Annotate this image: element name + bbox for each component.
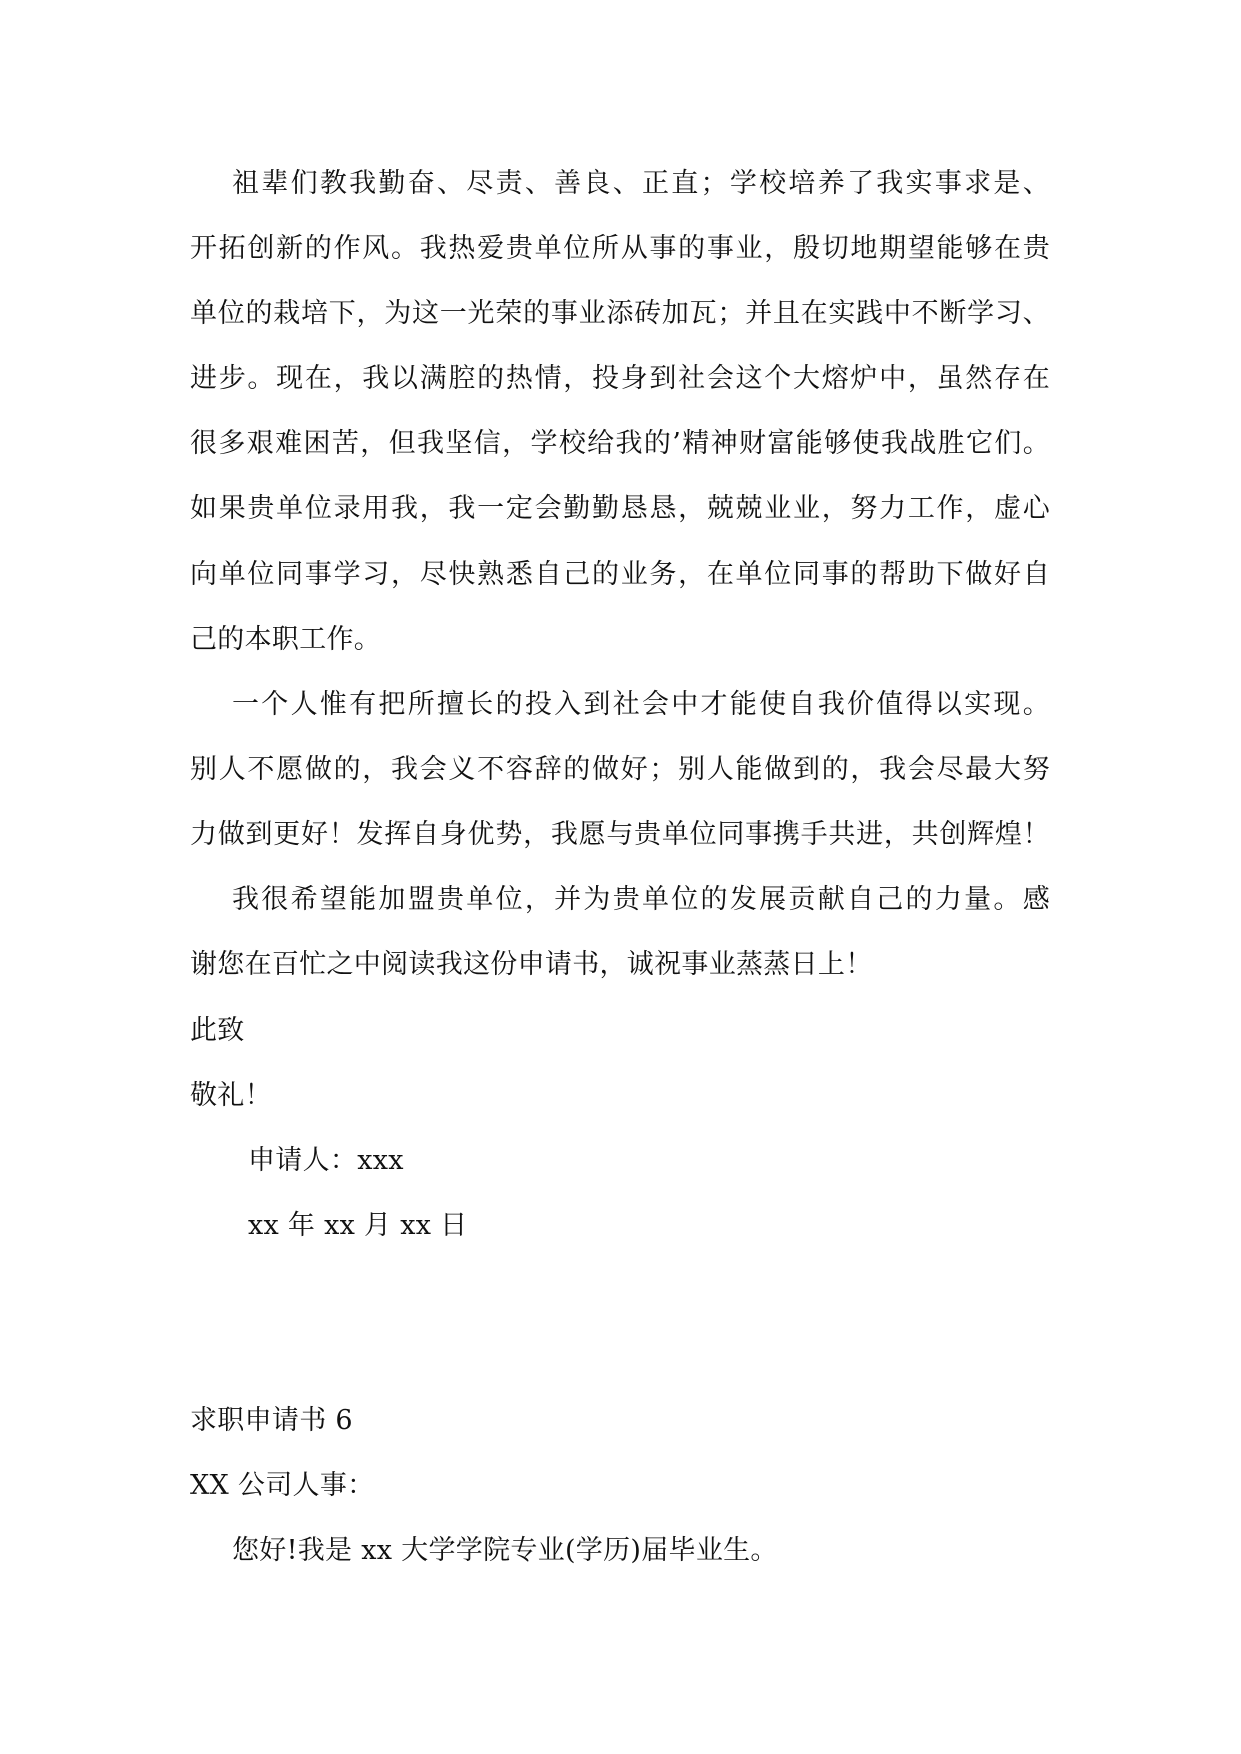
next-letter-title: 求职申请书 6 (190, 1405, 353, 1436)
salutation-ci-zhi: 此致 (190, 1015, 245, 1046)
paragraph-3-line-1: 我很希望能加盟贵单位，并为贵单位的发展贡献自己的力量。感 (232, 884, 1050, 915)
paragraph-2-line-1: 一个人惟有把所擅长的投入到社会中才能使自我价值得以实现。 (232, 689, 1050, 720)
paragraph-2-line-3: 力做到更好！发挥自身优势，我愿与贵单位同事携手共进，共创辉煌！ (190, 819, 1050, 850)
paragraph-1-line-3: 单位的栽培下，为这一光荣的事业添砖加瓦；并且在实践中不断学习、 (190, 298, 1050, 329)
paragraph-1-line-5: 很多艰难困苦，但我坚信，学校给我的’精神财富能够使我战胜它们。 (190, 428, 1050, 459)
paragraph-1-line-4: 进步。现在，我以满腔的热情，投身到社会这个大熔炉中，虽然存在 (190, 363, 1050, 394)
next-letter-recipient: XX 公司人事： (190, 1470, 375, 1501)
paragraph-3-line-2: 谢您在百忙之中阅读我这份申请书，诚祝事业蒸蒸日上！ (190, 949, 873, 980)
next-letter-opening: 您好!我是 xx 大学学院专业(学历)届毕业生。 (232, 1535, 778, 1566)
letter-date: xx 年 xx 月 xx 日 (248, 1210, 468, 1241)
paragraph-1-line-7: 向单位同事学习，尽快熟悉自己的业务，在单位同事的帮助下做好自 (190, 559, 1050, 590)
paragraph-1-line-6: 如果贵单位录用我，我一定会勤勤恳恳，兢兢业业，努力工作，虚心 (190, 493, 1050, 524)
paragraph-1-line-8: 己的本职工作。 (190, 624, 382, 655)
paragraph-1-line-1: 祖辈们教我勤奋、尽责、善良、正直；学校培养了我实事求是、 (232, 168, 1050, 199)
applicant-signature: 申请人：xxx (248, 1145, 404, 1176)
salutation-jing-li: 敬礼！ (190, 1080, 272, 1111)
paragraph-1-line-2: 开拓创新的作风。我热爱贵单位所从事的事业，殷切地期望能够在贵 (190, 233, 1050, 264)
paragraph-2-line-2: 别人不愿做的，我会义不容辞的做好；别人能做到的，我会尽最大努 (190, 754, 1050, 785)
